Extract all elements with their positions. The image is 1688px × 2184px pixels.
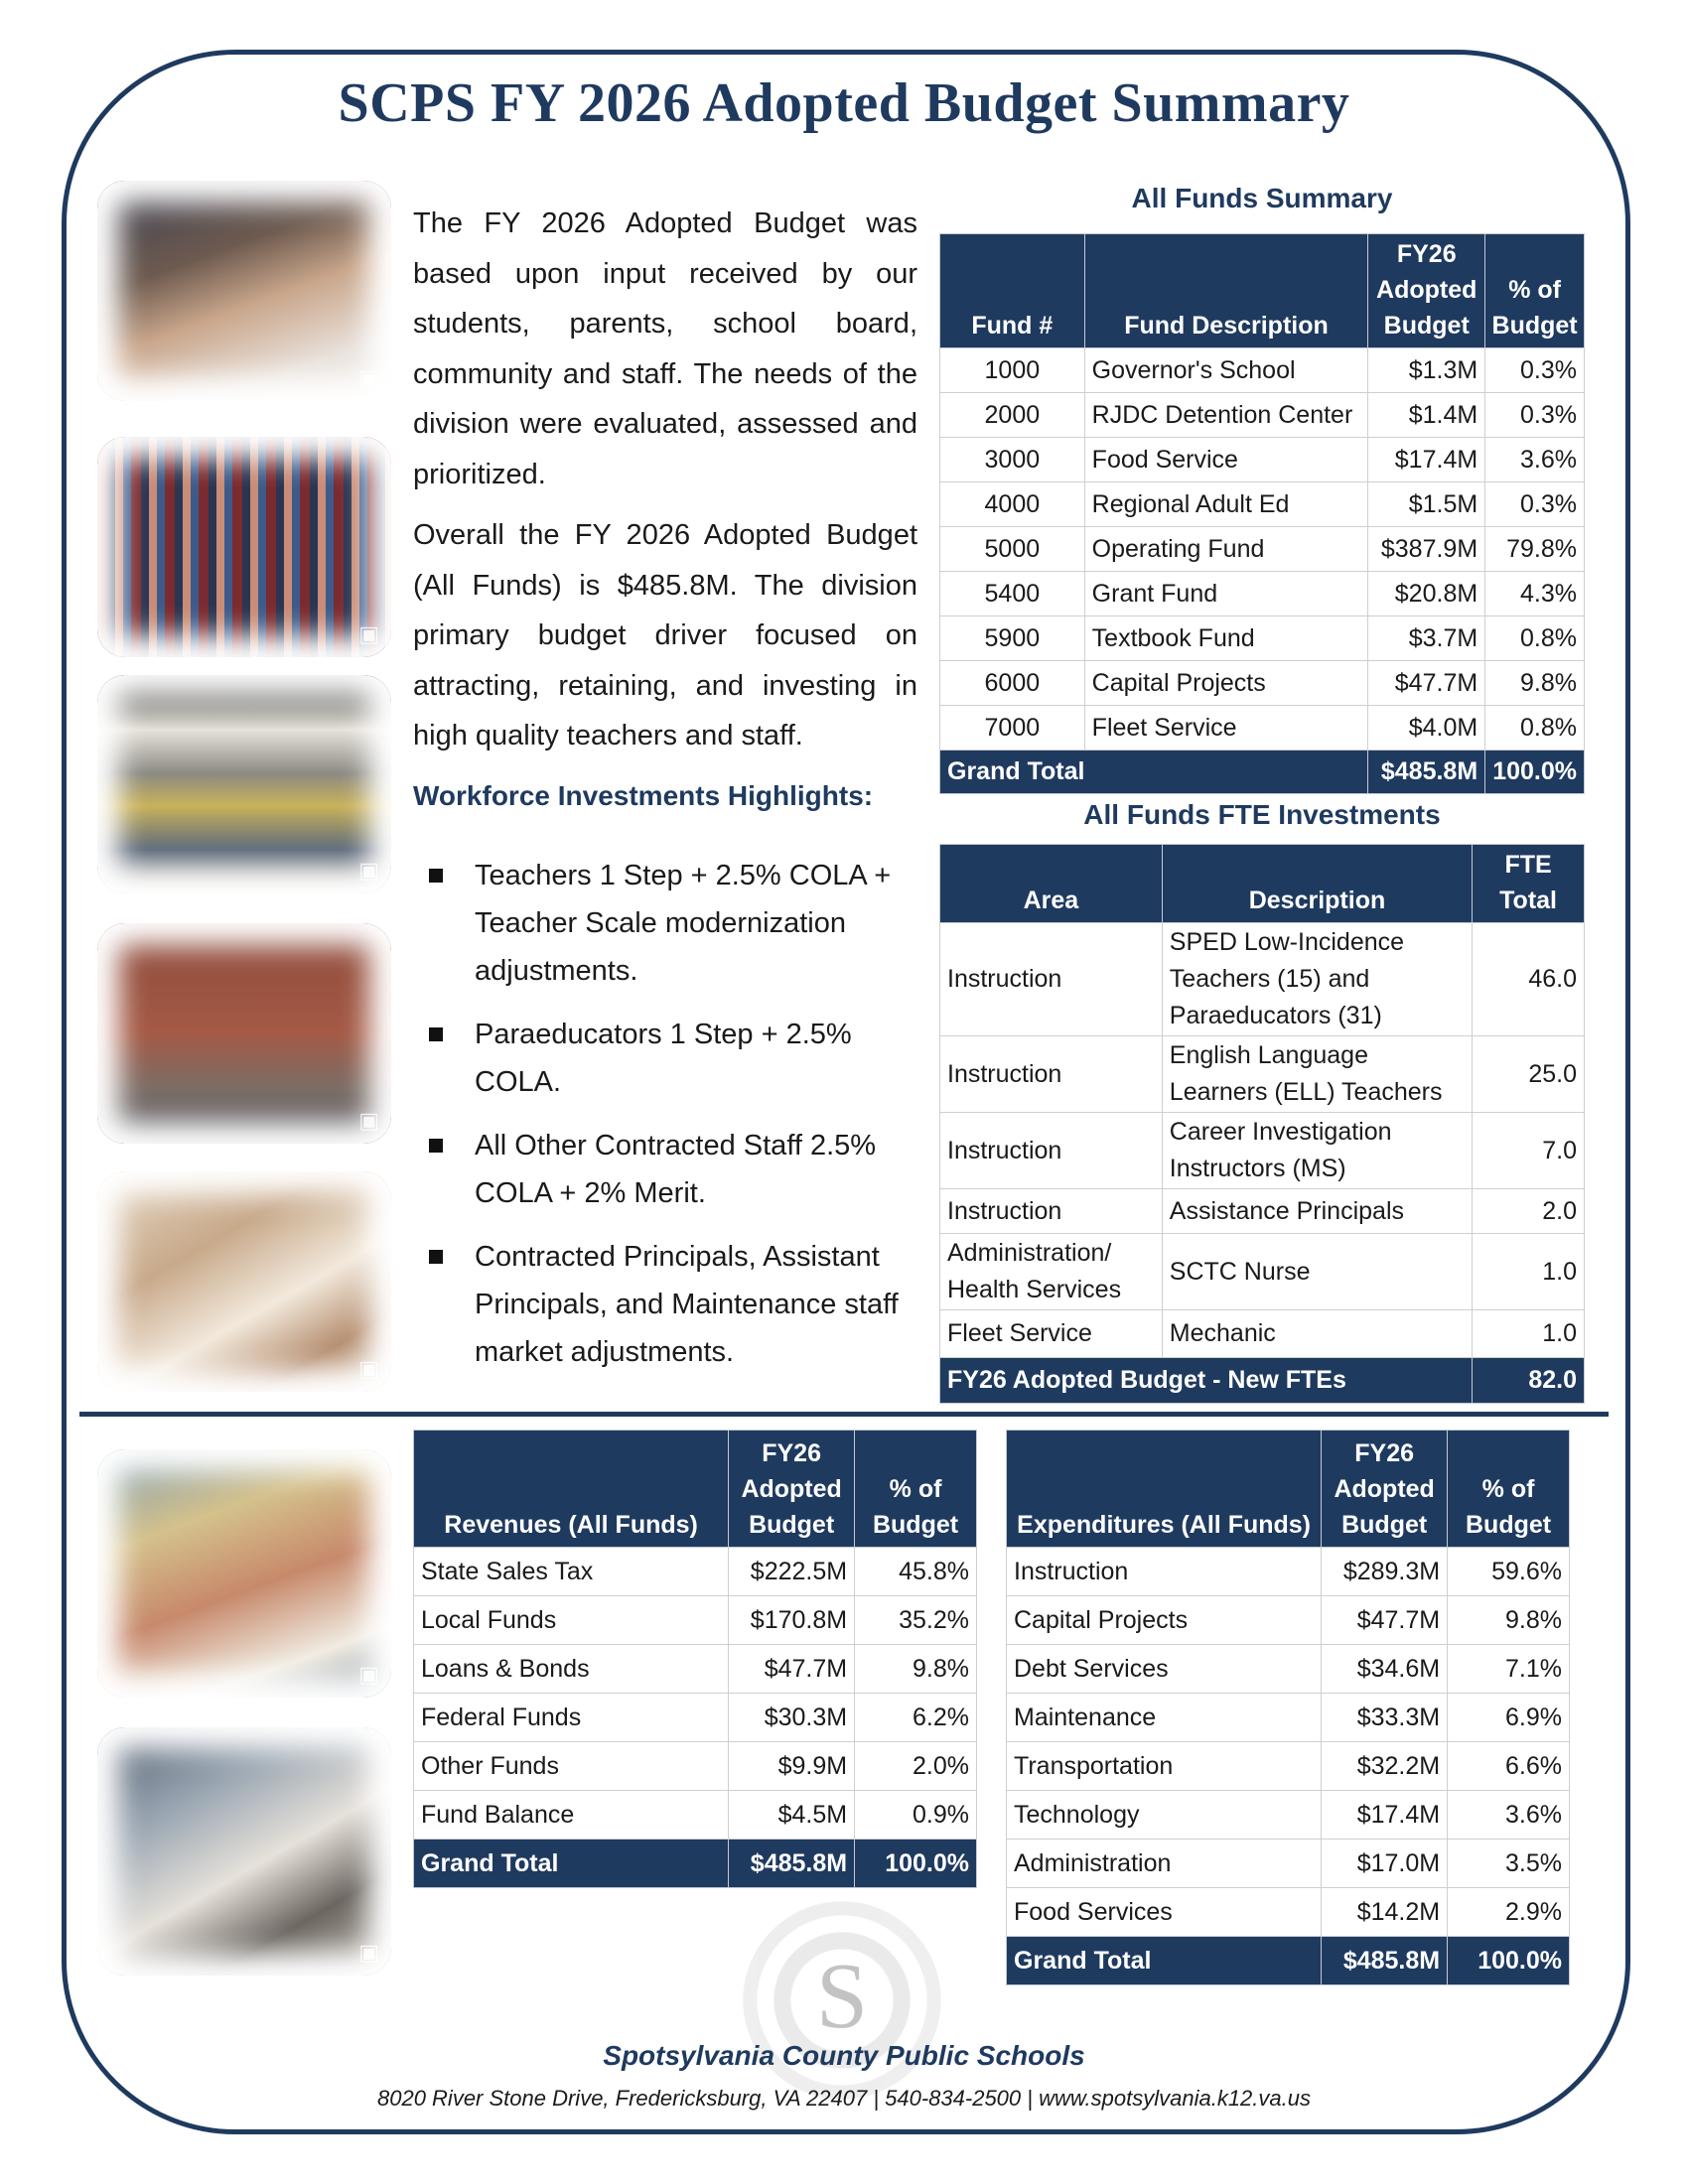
table-cell: 2.9% xyxy=(1448,1888,1570,1937)
table-row xyxy=(414,1791,977,1840)
table-cell: RJDC Detention Center xyxy=(1084,393,1368,438)
column-header: Revenues (All Funds) xyxy=(414,1431,729,1548)
table-cell: $222.5M xyxy=(729,1548,855,1596)
table-row xyxy=(1007,1742,1570,1791)
table-cell: Career Investigation Instructors (MS) xyxy=(1162,1113,1472,1189)
table-cell: Regional Adult Ed xyxy=(1084,482,1368,527)
table-cell: $17.0M xyxy=(1322,1840,1448,1888)
table-row xyxy=(414,1645,977,1694)
choir-photo xyxy=(97,437,391,657)
table-cell: $14.2M xyxy=(1322,1888,1448,1937)
table-cell: 100.0% xyxy=(855,1840,977,1888)
art-class-photo xyxy=(97,675,391,893)
table-row xyxy=(1007,1548,1570,1596)
table-cell: $485.8M xyxy=(1368,751,1485,794)
table-cell: $17.4M xyxy=(1368,438,1485,482)
photo-icon: ▣ xyxy=(358,1108,379,1133)
table-cell: $485.8M xyxy=(1322,1937,1448,1985)
table-cell: Fleet Service xyxy=(940,1310,1163,1358)
table-cell: Instruction xyxy=(940,1036,1163,1113)
table-cell: $47.7M xyxy=(729,1645,855,1694)
table-cell: 7.0 xyxy=(1473,1113,1585,1189)
fte-caption: All Funds FTE Investments xyxy=(1083,799,1441,830)
table-row xyxy=(940,572,1585,616)
highlights-title: Workforce Investments Highlights: xyxy=(413,780,874,811)
flag-ceremony-photo xyxy=(97,923,391,1144)
revenues-table xyxy=(413,1430,977,1888)
table-cell: 0.8% xyxy=(1485,616,1585,661)
table-row xyxy=(940,348,1585,393)
intro-paragraph-2: Overall the FY 2026 Adopted Budget (All Funds) is $485.8M. The division primary budget driver focused on attracting, retaining, and investing in high quality teachers and staff. xyxy=(413,519,917,751)
table-cell: Capital Projects xyxy=(1007,1596,1322,1645)
table-row xyxy=(414,1694,977,1742)
table-cell: 82.0 xyxy=(1473,1358,1585,1404)
table-cell: 0.3% xyxy=(1485,348,1585,393)
table-cell: $32.2M xyxy=(1322,1742,1448,1791)
list-item xyxy=(423,852,919,995)
grand-total-row xyxy=(1007,1937,1570,1985)
list-item xyxy=(423,1233,919,1376)
list-item xyxy=(423,1011,919,1106)
table-cell: 4000 xyxy=(940,482,1085,527)
footer-school-name: Spotsylvania County Public Schools xyxy=(603,2040,1085,2071)
table-cell: 79.8% xyxy=(1485,527,1585,572)
column-header: FY26 Adopted Budget xyxy=(1322,1431,1448,1548)
table-cell: 45.8% xyxy=(855,1548,977,1596)
fte-table xyxy=(939,844,1585,1404)
table-cell: $20.8M xyxy=(1368,572,1485,616)
table-cell: Administration xyxy=(1007,1840,1322,1888)
table-cell: 100.0% xyxy=(1448,1937,1570,1985)
intro-text xyxy=(413,199,917,772)
table-cell: Fund Balance xyxy=(414,1791,729,1840)
list-item-text: Contracted Principals, Assistant Principals, and Maintenance staff market adjustments. xyxy=(475,1241,899,1368)
column-header: Fund # xyxy=(940,234,1085,348)
funds-summary-table xyxy=(939,233,1585,794)
table-row xyxy=(940,1189,1585,1234)
table-cell: 0.3% xyxy=(1485,482,1585,527)
table-row xyxy=(414,1548,977,1596)
table-cell: Grand Total xyxy=(940,751,1368,794)
table-cell: $47.7M xyxy=(1322,1596,1448,1645)
table-cell: 35.2% xyxy=(855,1596,977,1645)
photo-icon: ▣ xyxy=(358,1662,379,1687)
table-row xyxy=(1007,1840,1570,1888)
table-row xyxy=(1007,1694,1570,1742)
column-header: % of Budget xyxy=(1448,1431,1570,1548)
table-cell: $4.5M xyxy=(729,1791,855,1840)
table-cell: 7.1% xyxy=(1448,1645,1570,1694)
column-header: FY26 Adopted Budget xyxy=(1368,234,1485,348)
table-cell: 6.2% xyxy=(855,1694,977,1742)
table-cell: FY26 Adopted Budget - New FTEs xyxy=(940,1358,1473,1404)
table-cell: $33.3M xyxy=(1322,1694,1448,1742)
list-item xyxy=(423,1122,919,1217)
square-bullet-icon xyxy=(429,1139,443,1153)
table-cell: Loans & Bonds xyxy=(414,1645,729,1694)
table-cell: 0.3% xyxy=(1485,393,1585,438)
list-item-text: All Other Contracted Staff 2.5% COLA + 2% Merit. xyxy=(475,1130,877,1209)
table-cell: Food Service xyxy=(1084,438,1368,482)
column-header: Description xyxy=(1162,845,1472,923)
table-cell: Grant Fund xyxy=(1084,572,1368,616)
table-cell: Instruction xyxy=(940,1189,1163,1234)
expenditures-table xyxy=(1006,1430,1570,1985)
table-cell: Instruction xyxy=(940,923,1163,1036)
square-bullet-icon xyxy=(429,869,443,883)
table-cell: $17.4M xyxy=(1322,1791,1448,1840)
child-activity-photo xyxy=(97,1171,391,1392)
column-header: % of Budget xyxy=(855,1431,977,1548)
table-cell: 46.0 xyxy=(1473,923,1585,1036)
photo-icon: ▣ xyxy=(358,1940,379,1965)
table-cell: 0.9% xyxy=(855,1791,977,1840)
table-cell: $1.4M xyxy=(1368,393,1485,438)
table-cell: Transportation xyxy=(1007,1742,1322,1791)
table-row xyxy=(414,1742,977,1791)
table-row xyxy=(940,1310,1585,1358)
table-cell: $47.7M xyxy=(1368,661,1485,706)
table-cell: 1.0 xyxy=(1473,1234,1585,1310)
classroom-teacher-photo xyxy=(97,1449,391,1698)
table-cell: $30.3M xyxy=(729,1694,855,1742)
table-cell: 9.8% xyxy=(855,1645,977,1694)
grand-total-row xyxy=(414,1840,977,1888)
table-cell: 6.9% xyxy=(1448,1694,1570,1742)
table-cell: 1.0 xyxy=(1473,1310,1585,1358)
table-cell: Operating Fund xyxy=(1084,527,1368,572)
highlights-list xyxy=(423,852,919,1392)
students-writing-photo xyxy=(97,181,391,401)
table-row xyxy=(940,616,1585,661)
table-cell: Fleet Service xyxy=(1084,706,1368,751)
table-cell: Instruction xyxy=(940,1113,1163,1189)
table-cell: Governor's School xyxy=(1084,348,1368,393)
table-cell: Textbook Fund xyxy=(1084,616,1368,661)
column-header: FTE Total xyxy=(1473,845,1585,923)
table-cell: Grand Total xyxy=(1007,1937,1322,1985)
table-cell: $4.0M xyxy=(1368,706,1485,751)
funds-summary-caption: All Funds Summary xyxy=(1131,183,1393,213)
table-row xyxy=(940,1234,1585,1310)
table-cell: SPED Low-Incidence Teachers (15) and Paraeducators (31) xyxy=(1162,923,1472,1036)
table-row xyxy=(940,923,1585,1036)
table-cell: 59.6% xyxy=(1448,1548,1570,1596)
table-cell: $170.8M xyxy=(729,1596,855,1645)
table-cell: 1000 xyxy=(940,348,1085,393)
intro-paragraph-1: The FY 2026 Adopted Budget was based upon input received by our students, parents, school board, community and staff. The needs of the division were evaluated, assessed and prioritized. xyxy=(413,207,917,490)
table-cell: Debt Services xyxy=(1007,1645,1322,1694)
table-cell: 0.8% xyxy=(1485,706,1585,751)
table-row xyxy=(940,438,1585,482)
table-cell: 4.3% xyxy=(1485,572,1585,616)
table-cell: 5400 xyxy=(940,572,1085,616)
table-cell: 100.0% xyxy=(1485,751,1585,794)
table-cell: 6000 xyxy=(940,661,1085,706)
table-cell: 7000 xyxy=(940,706,1085,751)
table-cell: Maintenance xyxy=(1007,1694,1322,1742)
table-cell: 25.0 xyxy=(1473,1036,1585,1113)
list-item-text: Teachers 1 Step + 2.5% COLA + Teacher Scale modernization adjustments. xyxy=(475,860,892,987)
table-row xyxy=(940,706,1585,751)
column-header: Expenditures (All Funds) xyxy=(1007,1431,1322,1548)
table-cell: Grand Total xyxy=(414,1840,729,1888)
table-cell: State Sales Tax xyxy=(414,1548,729,1596)
table-cell: Federal Funds xyxy=(414,1694,729,1742)
table-cell: 2.0 xyxy=(1473,1189,1585,1234)
table-cell: $34.6M xyxy=(1322,1645,1448,1694)
table-cell: $9.9M xyxy=(729,1742,855,1791)
square-bullet-icon xyxy=(429,1250,443,1264)
table-cell: 9.8% xyxy=(1448,1596,1570,1645)
table-cell: Capital Projects xyxy=(1084,661,1368,706)
column-header: % of Budget xyxy=(1485,234,1585,348)
table-cell: 5000 xyxy=(940,527,1085,572)
table-cell: Administration/ Health Services xyxy=(940,1234,1163,1310)
grand-total-row xyxy=(940,751,1585,794)
page-title: SCPS FY 2026 Adopted Budget Summary xyxy=(338,72,1350,134)
table-row xyxy=(414,1596,977,1645)
table-cell: Instruction xyxy=(1007,1548,1322,1596)
table-row xyxy=(940,1113,1585,1189)
table-cell: Technology xyxy=(1007,1791,1322,1840)
photo-icon: ▣ xyxy=(358,621,379,646)
list-item-text: Paraeducators 1 Step + 2.5% COLA. xyxy=(475,1019,852,1098)
table-row xyxy=(940,527,1585,572)
table-row xyxy=(940,482,1585,527)
photo-icon: ▣ xyxy=(358,858,379,883)
table-cell: 3.5% xyxy=(1448,1840,1570,1888)
table-cell: 5900 xyxy=(940,616,1085,661)
table-cell: 3.6% xyxy=(1448,1791,1570,1840)
table-row xyxy=(1007,1645,1570,1694)
table-row xyxy=(940,393,1585,438)
column-header: FY26 Adopted Budget xyxy=(729,1431,855,1548)
table-cell: Local Funds xyxy=(414,1596,729,1645)
table-cell: 3000 xyxy=(940,438,1085,482)
table-cell: $387.9M xyxy=(1368,527,1485,572)
column-header: Fund Description xyxy=(1084,234,1368,348)
table-cell: Assistance Principals xyxy=(1162,1189,1472,1234)
table-cell: $289.3M xyxy=(1322,1548,1448,1596)
column-header: Area xyxy=(940,845,1163,923)
table-row xyxy=(940,661,1585,706)
table-cell: English Language Learners (ELL) Teachers xyxy=(1162,1036,1472,1113)
logo-letter: S xyxy=(815,1945,869,2048)
table-cell: 6.6% xyxy=(1448,1742,1570,1791)
grand-total-row xyxy=(940,1358,1585,1404)
table-cell: 3.6% xyxy=(1485,438,1585,482)
square-bullet-icon xyxy=(429,1027,443,1041)
table-cell: 2000 xyxy=(940,393,1085,438)
table-cell: $3.7M xyxy=(1368,616,1485,661)
table-cell: Food Services xyxy=(1007,1888,1322,1937)
table-cell: $1.3M xyxy=(1368,348,1485,393)
table-cell: Mechanic xyxy=(1162,1310,1472,1358)
photo-icon: ▣ xyxy=(358,365,379,390)
footer-address: 8020 River Stone Drive, Fredericksburg, VA 22407 | 540-834-2500 | www.spotsylvania.k12.va.us xyxy=(376,2086,1311,2111)
table-cell: 2.0% xyxy=(855,1742,977,1791)
table-cell: SCTC Nurse xyxy=(1162,1234,1472,1310)
photo-icon: ▣ xyxy=(358,1356,379,1381)
section-divider xyxy=(79,1412,1609,1417)
table-row xyxy=(1007,1888,1570,1937)
table-row xyxy=(1007,1791,1570,1840)
table-cell: Other Funds xyxy=(414,1742,729,1791)
table-cell: $485.8M xyxy=(729,1840,855,1888)
table-cell: $1.5M xyxy=(1368,482,1485,527)
table-row xyxy=(1007,1596,1570,1645)
table-cell: 9.8% xyxy=(1485,661,1585,706)
table-row xyxy=(940,1036,1585,1113)
group-work-photo xyxy=(97,1727,391,1976)
